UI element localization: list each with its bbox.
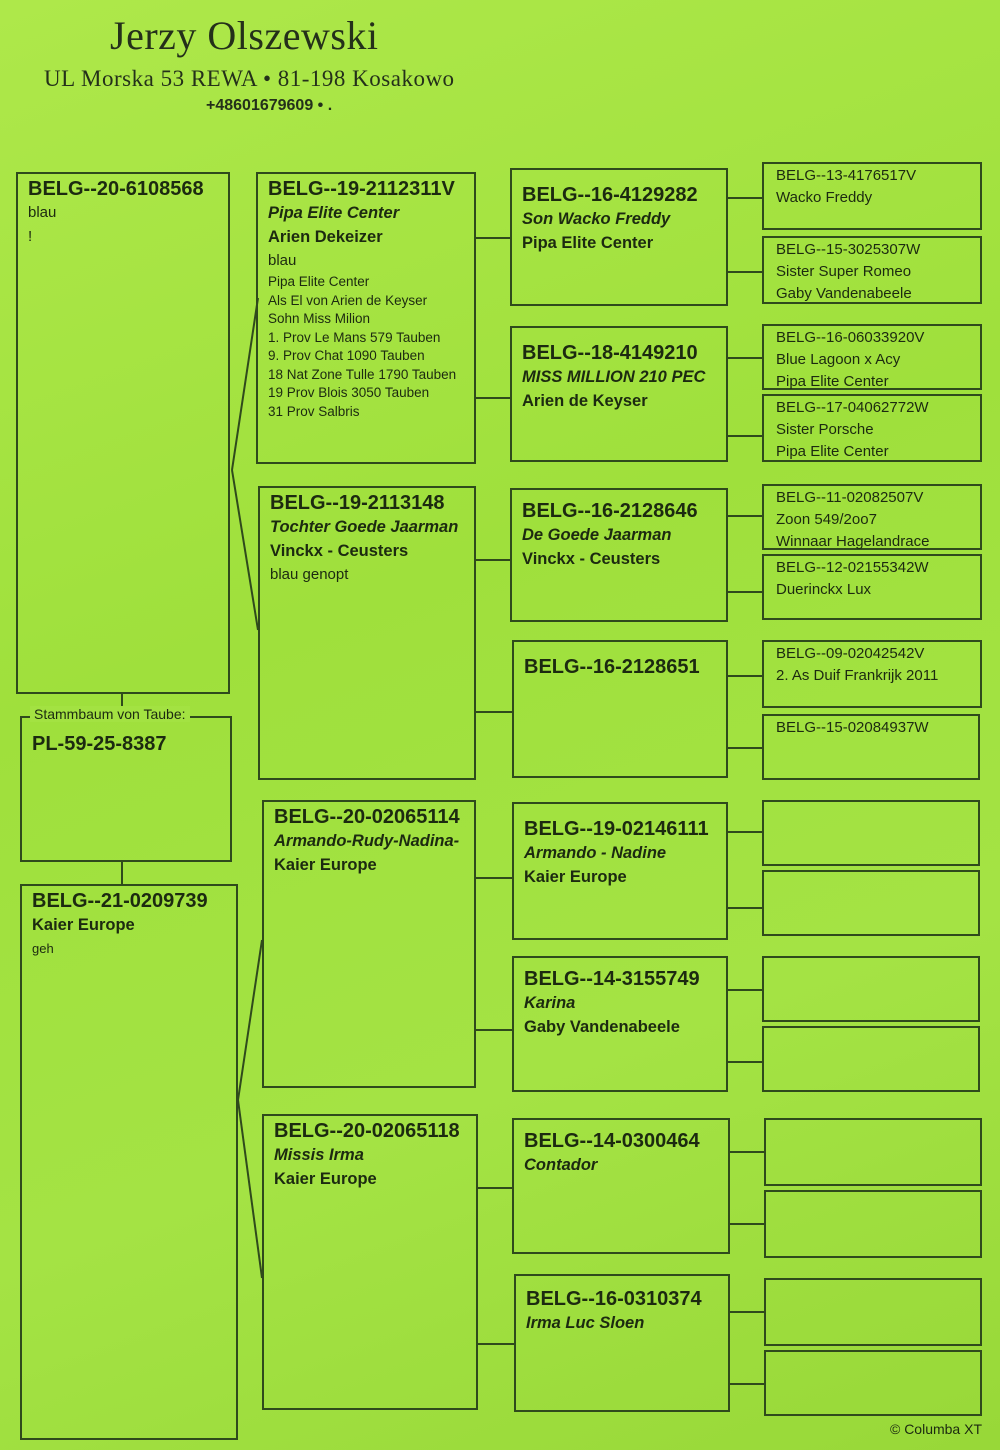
- gen2-ring: BELG--19-2112311V: [268, 178, 455, 200]
- gen4-line: Sister Super Romeo: [776, 263, 912, 280]
- gen2-info-line: Pipa Elite Center: [268, 274, 370, 289]
- gen3-card[interactable]: [512, 1118, 730, 1254]
- gen2-name: Pipa Elite Center: [268, 204, 400, 222]
- subject-label: Stammbaum von Taube:: [30, 706, 190, 722]
- gen2-card[interactable]: [256, 172, 476, 464]
- gen4-card[interactable]: [762, 554, 982, 620]
- dam-color: geh: [32, 941, 54, 956]
- sire-note: !: [28, 228, 33, 245]
- gen3-name: MISS MILLION 210 PEC: [522, 368, 706, 386]
- dam-breeder: Kaier Europe: [32, 916, 135, 934]
- gen2-color: blau genopt: [270, 566, 349, 583]
- gen4-line: Duerinckx Lux: [776, 581, 872, 598]
- gen3-card[interactable]: [512, 956, 728, 1092]
- gen4-ring: BELG--16-06033920V: [776, 329, 925, 346]
- gen3-breeder: Vinckx - Ceusters: [522, 550, 661, 568]
- subject-card[interactable]: [20, 716, 232, 862]
- gen2-info-line: Sohn Miss Milion: [268, 311, 371, 326]
- gen2-ring: BELG--19-2113148: [270, 492, 445, 514]
- gen3-card[interactable]: [510, 326, 728, 462]
- gen3-ring: BELG--16-4129282: [522, 184, 698, 206]
- gen3-card[interactable]: [510, 168, 728, 306]
- gen4-card[interactable]: [762, 394, 982, 462]
- gen2-ring: BELG--20-02065114: [274, 806, 460, 828]
- gen4-ring: BELG--15-02084937W: [776, 719, 929, 736]
- gen4-card[interactable]: [762, 870, 980, 936]
- gen4-line: Sister Porsche: [776, 421, 874, 438]
- gen4-card[interactable]: [762, 1026, 980, 1092]
- gen2-card[interactable]: [258, 486, 476, 780]
- gen4-line: Wacko Freddy: [776, 189, 873, 206]
- gen3-ring: BELG--16-2128646: [522, 500, 698, 522]
- gen4-ring: BELG--13-4176517V: [776, 167, 917, 184]
- gen3-name: Karina: [524, 994, 576, 1012]
- gen4-line: Pipa Elite Center: [776, 443, 889, 460]
- gen2-breeder: Arien Dekeizer: [268, 228, 383, 246]
- gen4-line: Zoon 549/2oo7: [776, 511, 877, 528]
- gen4-card[interactable]: [762, 162, 982, 230]
- gen3-card[interactable]: [510, 488, 728, 622]
- gen4-card[interactable]: [762, 236, 982, 304]
- owner-phone: +48601679609 • .: [206, 97, 333, 114]
- gen4-line: Blue Lagoon x Acy: [776, 351, 901, 368]
- owner-name: Jerzy Olszewski: [110, 13, 379, 58]
- gen3-breeder: Gaby Vandenabeele: [524, 1018, 680, 1036]
- gen2-breeder: Kaier Europe: [274, 856, 377, 874]
- gen3-card[interactable]: [514, 1274, 730, 1412]
- gen3-breeder: Kaier Europe: [524, 868, 627, 886]
- gen4-card[interactable]: [762, 640, 982, 708]
- gen3-breeder: Pipa Elite Center: [522, 234, 654, 252]
- gen2-name: Armando-Rudy-Nadina-: [274, 832, 460, 850]
- gen4-card[interactable]: [764, 1118, 982, 1186]
- gen2-name: Missis Irma: [274, 1146, 364, 1164]
- gen2-info-line: 19 Prov Blois 3050 Tauben: [268, 385, 430, 400]
- gen4-line: Gaby Vandenabeele: [776, 285, 912, 302]
- gen4-ring: BELG--12-02155342W: [776, 559, 929, 576]
- gen4-card[interactable]: [764, 1190, 982, 1258]
- gen3-name: Armando - Nadine: [524, 844, 667, 862]
- dam-ring: BELG--21-0209739: [32, 890, 208, 912]
- gen4-ring: BELG--09-02042542V: [776, 645, 925, 662]
- copyright: © Columba XT: [889, 1421, 982, 1437]
- gen3-name: De Goede Jaarman: [522, 526, 672, 544]
- gen4-ring: BELG--15-3025307W: [776, 241, 921, 258]
- gen3-ring: BELG--19-02146111: [524, 818, 709, 840]
- gen4-card[interactable]: [764, 1278, 982, 1346]
- gen2-card[interactable]: [262, 800, 476, 1088]
- gen4-line: Pipa Elite Center: [776, 373, 889, 390]
- sire-color: blau: [28, 204, 57, 221]
- gen3-ring: BELG--16-0310374: [526, 1288, 702, 1310]
- gen3-name: Irma Luc Sloen: [526, 1314, 645, 1332]
- dam-card[interactable]: [20, 884, 238, 1440]
- sire-card[interactable]: [16, 172, 230, 694]
- subject-ring: PL-59-25-8387: [32, 733, 167, 755]
- gen2-info-line: Als El von Arien de Keyser: [268, 292, 428, 308]
- gen3-breeder: Arien de Keyser: [522, 392, 648, 410]
- gen2-info-line: 31 Prov Salbris: [268, 403, 360, 419]
- gen2-breeder: Kaier Europe: [274, 1170, 377, 1188]
- gen4-card[interactable]: [762, 324, 982, 390]
- gen3-ring: BELG--14-3155749: [524, 968, 700, 990]
- gen4-card[interactable]: [762, 956, 980, 1022]
- gen3-ring: BELG--18-4149210: [522, 342, 698, 364]
- gen2-breeder: Vinckx - Ceusters: [270, 542, 409, 560]
- gen2-ring: BELG--20-02065118: [274, 1120, 460, 1142]
- gen4-ring: BELG--17-04062772W: [776, 399, 929, 416]
- gen4-card[interactable]: [762, 484, 982, 550]
- sire-ring: BELG--20-6108568: [28, 178, 204, 200]
- gen3-name: Son Wacko Freddy: [522, 210, 671, 228]
- gen4-card[interactable]: [764, 1350, 982, 1416]
- gen3-card[interactable]: [512, 802, 728, 940]
- gen4-line: Winnaar Hagelandrace: [776, 533, 930, 550]
- gen2-info-line: 18 Nat Zone Tulle 1790 Tauben: [268, 366, 457, 382]
- gen2-color: blau: [268, 252, 297, 269]
- gen3-name: Contador: [524, 1156, 598, 1174]
- gen3-ring: BELG--16-2128651: [524, 656, 700, 678]
- gen4-card[interactable]: [762, 800, 980, 866]
- gen4-line: 2. As Duif Frankrijk 2011: [776, 667, 939, 684]
- gen3-ring: BELG--14-0300464: [524, 1130, 700, 1152]
- gen3-card[interactable]: [512, 640, 728, 778]
- gen4-card[interactable]: [762, 714, 980, 780]
- gen2-info-line: 1. Prov Le Mans 579 Tauben: [268, 329, 441, 345]
- gen2-name: Tochter Goede Jaarman: [270, 518, 459, 536]
- gen2-info-line: 9. Prov Chat 1090 Tauben: [268, 348, 425, 363]
- owner-address: UL Morska 53 REWA • 81-198 Kosakowo: [44, 66, 455, 91]
- gen4-ring: BELG--11-02082507V: [776, 489, 924, 506]
- gen2-card[interactable]: [262, 1114, 478, 1410]
